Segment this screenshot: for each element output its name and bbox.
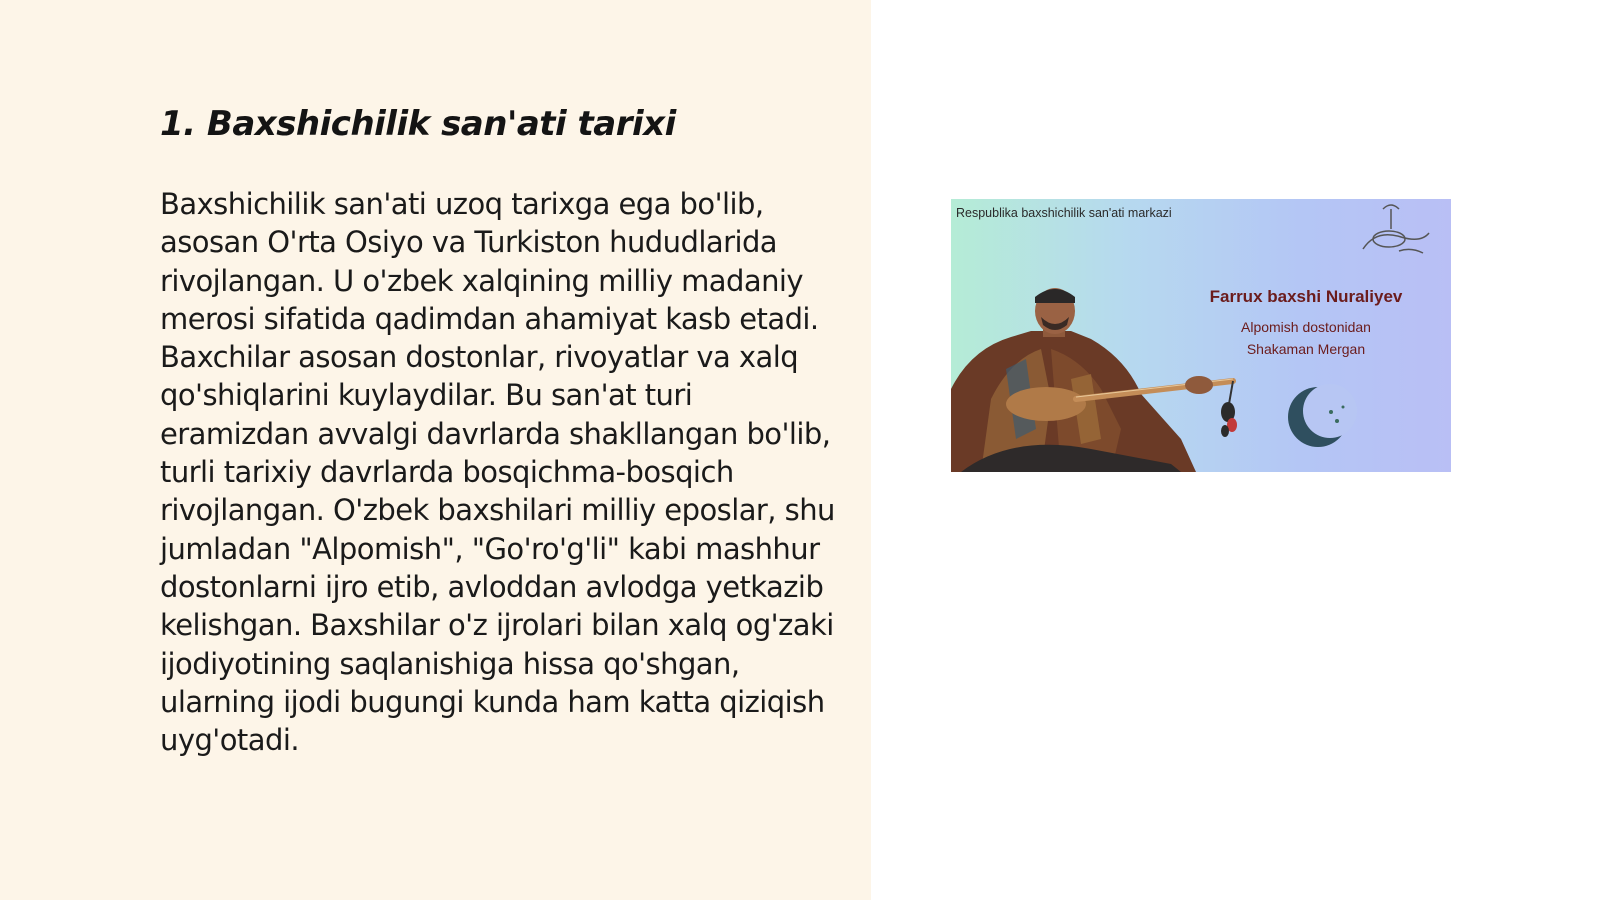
- image-performer-name: Farrux baxshi Nuraliyev: [1209, 287, 1403, 306]
- slide-title: 1. Baxshichilik san'ati tarixi: [160, 104, 676, 144]
- performer-image: [951, 199, 1451, 472]
- image-subtitle-line1: Alpomish dostonidan: [1241, 319, 1371, 335]
- image-subtitle-line2: Shakaman Mergan: [1246, 341, 1366, 357]
- body-text: Baxshichilik san'ati uzoq tarixga ega bo'lib, asosan O'rta Osiyo va Turkiston hududlarida rivojlangan. U o'zbek xalqining milliy madaniy merosi sifatida qadimdan ahamiyat kasb etadi. Baxchilar asosan dostonlar, rivoyatlar va xalq qo'shiqlarini kuylaydilar. Bu san'at turi eramizdan avvalgi davrlarda shakllangan bo'lib, turli tarixiy davrlarda bosqichma-bosqich rivojlangan. O'zbek baxshilari milliy eposlar, shu jumladan "Alpomish", "Go'ro'g'li" kabi mashhur dostonlarni ijro etib, avloddan avlodga yetkazib kelishgan. Baxshilar o'z ijrolari bilan xalq og'zaki ijodiyotining saqlanishiga hissa qo'shgan, ularning ijodi bugungi kunda ham katta qiziqish uyg'otadi.: [160, 187, 835, 758]
- dutar-logo-icon: [1363, 205, 1429, 253]
- performer-illustration: [951, 199, 1451, 472]
- image-org-label: Respublika baxshichilik san'ati markazi: [956, 206, 1172, 220]
- crescent-emblem-icon: [1288, 384, 1357, 447]
